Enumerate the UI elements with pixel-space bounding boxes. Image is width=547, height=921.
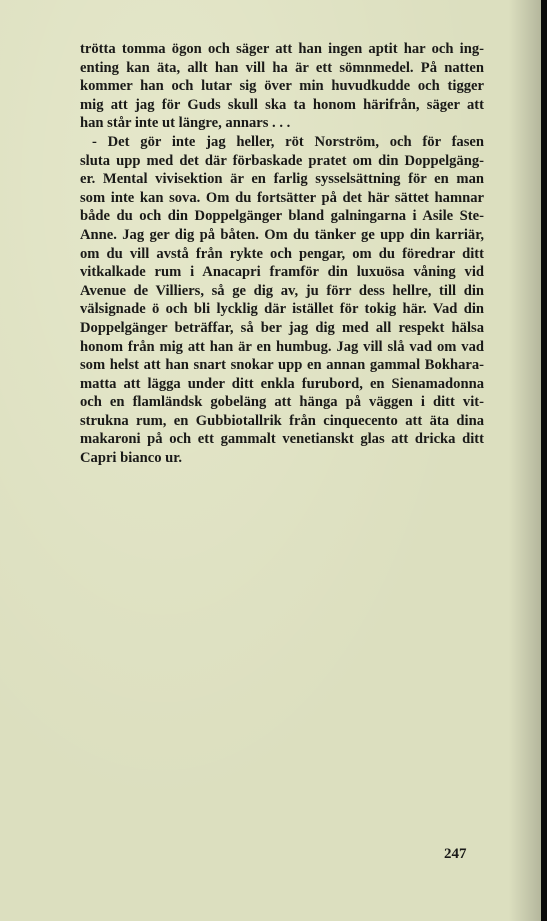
text-line: Capri bianco ur. — [80, 450, 183, 467]
paragraph-1 — [80, 40, 484, 133]
text-line: makaroni på och ett gammalt venetianskt glas att dricka ditt — [80, 431, 484, 448]
text-line: om du vill avstå från rykte och pengar, om du föredrar ditt — [80, 245, 484, 262]
text-line: strukna rum, en Gubbiotallrik från cinquecento att äta dina — [80, 412, 484, 429]
text-line: han står inte ut längre, annars . . . — [80, 115, 291, 132]
text-line: mig att jag för Guds skull ska ta honom härifrån, säger att — [80, 96, 484, 113]
text-line: matta att lägga under ditt enkla furubord, en Sienamadonna — [80, 375, 484, 392]
text-line: välsignade ö och bli lycklig där istället för tokig här. Vad din — [80, 301, 484, 318]
text-line: sluta upp med det där förbaskade pratet om din Doppelgäng- — [80, 152, 484, 169]
text-line: kommer han och lutar sig över min huvudkudde och tigger — [80, 78, 484, 95]
text-line: både du och din Doppelgänger bland galningarna i Asile Ste- — [80, 208, 484, 225]
page-number: 247 — [444, 846, 467, 862]
text-line: Doppelgänger beträffar, så ber jag dig med all respekt hälsa — [80, 319, 484, 336]
text-line: enting kan äta, allt han vill ha är ett sömnmedel. På natten — [80, 59, 484, 76]
text-line: Anne. Jag ger dig på båten. Om du tänker ge upp din karriär, — [80, 226, 484, 243]
text-line: Avenue de Villiers, så ge dig av, ju förr dess hellre, till din — [80, 282, 484, 299]
body-text — [80, 40, 484, 468]
text-line: honom från mig att han är en humbug. Jag vill slå vad om vad — [80, 338, 484, 355]
paragraph-2 — [80, 133, 484, 468]
page-edge-shadow — [541, 0, 547, 921]
text-line: och en flamländsk gobeläng att hänga på väggen i ditt vit- — [80, 394, 484, 411]
text-line: er. Mental vivisektion är en farlig sysselsättning för en man — [80, 171, 484, 188]
text-line: som helst att han snart snokar upp en annan gammal Bokhara- — [80, 357, 484, 374]
text-line: trötta tomma ögon och säger att han ingen aptit har och ing- — [80, 41, 484, 57]
text-line: - Det gör inte jag heller, röt Norström, och för fasen — [92, 133, 484, 150]
text-line: som inte kan sova. Om du fortsätter på det här sättet hamnar — [80, 189, 484, 206]
text-line: vitkalkade rum i Anacapri framför din luxuösa våning vid — [80, 264, 484, 281]
